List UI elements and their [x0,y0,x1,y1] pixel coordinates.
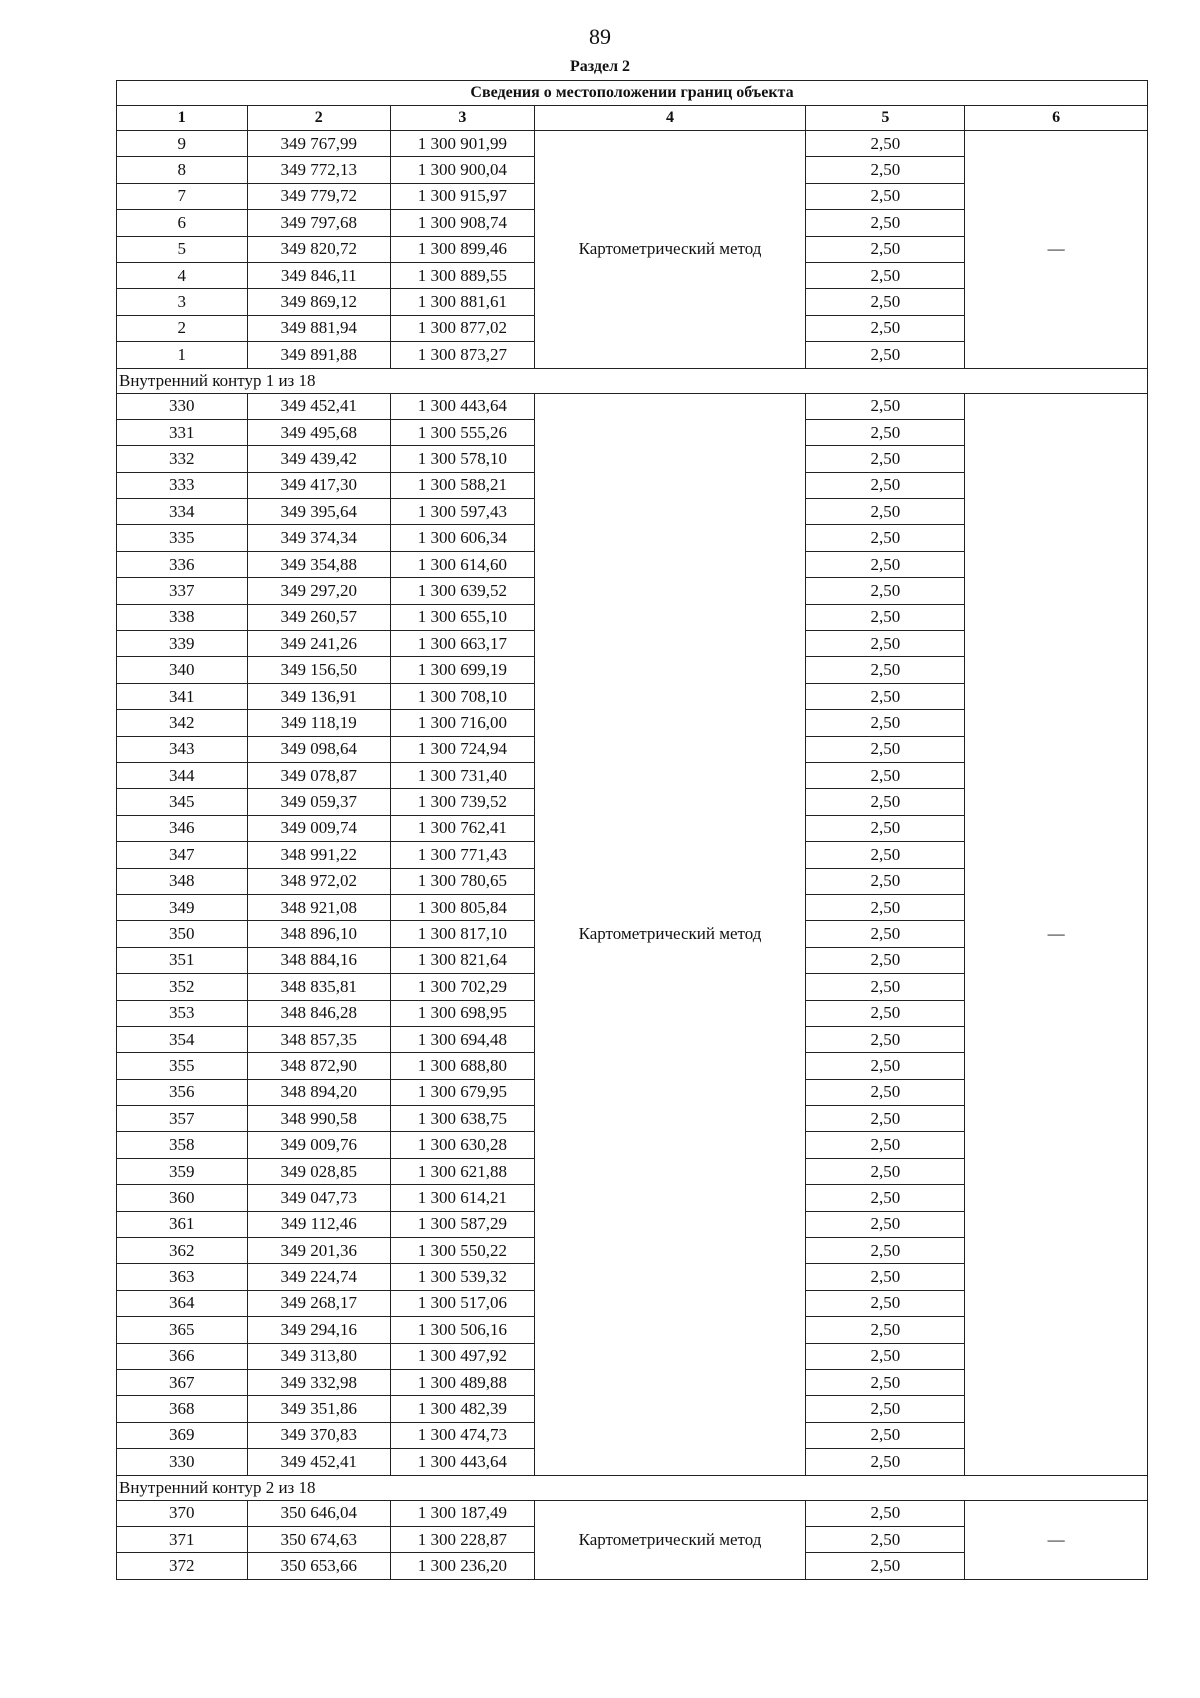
point-number-cell: 362 [117,1238,248,1264]
point-number-cell: 334 [117,499,248,525]
y-coordinate-cell: 1 300 739,52 [391,789,535,815]
x-coordinate-cell: 348 894,20 [247,1079,391,1105]
accuracy-cell: 2,50 [806,1053,965,1079]
x-coordinate-cell: 348 884,16 [247,947,391,973]
point-number-cell: 335 [117,525,248,551]
point-number-cell: 355 [117,1053,248,1079]
y-coordinate-cell: 1 300 606,34 [391,525,535,551]
x-coordinate-cell: 349 332,98 [247,1369,391,1395]
point-number-cell: 367 [117,1369,248,1395]
point-number-cell: 363 [117,1264,248,1290]
point-number-cell: 357 [117,1106,248,1132]
point-number-cell: 9 [117,131,248,157]
x-coordinate-cell: 349 452,41 [247,1449,391,1475]
x-coordinate-cell: 349 779,72 [247,183,391,209]
accuracy-cell: 2,50 [806,1369,965,1395]
y-coordinate-cell: 1 300 550,22 [391,1238,535,1264]
accuracy-cell: 2,50 [806,419,965,445]
point-number-cell: 330 [117,393,248,419]
accuracy-cell: 2,50 [806,315,965,341]
x-coordinate-cell: 348 896,10 [247,921,391,947]
y-coordinate-cell: 1 300 228,87 [391,1526,535,1552]
y-coordinate-cell: 1 300 443,64 [391,393,535,419]
point-number-cell: 5 [117,236,248,262]
point-number-cell: 351 [117,947,248,973]
point-number-cell: 8 [117,157,248,183]
accuracy-cell: 2,50 [806,525,965,551]
x-coordinate-cell: 348 872,90 [247,1053,391,1079]
y-coordinate-cell: 1 300 780,65 [391,868,535,894]
table-row [117,1500,1148,1526]
boundary-coordinates-table [116,80,1148,1580]
column-header-row [117,106,1148,131]
point-number-cell: 2 [117,315,248,341]
table-row [117,393,1148,419]
accuracy-cell: 2,50 [806,683,965,709]
accuracy-cell: 2,50 [806,393,965,419]
x-coordinate-cell: 349 078,87 [247,762,391,788]
x-coordinate-cell: 348 846,28 [247,1000,391,1026]
y-coordinate-cell: 1 300 817,10 [391,921,535,947]
y-coordinate-cell: 1 300 187,49 [391,1500,535,1526]
method-cell: Картометрический метод [534,393,806,1475]
contour-label: Внутренний контур 2 из 18 [117,1475,1148,1500]
accuracy-cell: 2,50 [806,1211,965,1237]
table-body [117,131,1148,1580]
point-number-cell: 344 [117,762,248,788]
point-number-cell: 1 [117,342,248,368]
point-number-cell: 346 [117,815,248,841]
x-coordinate-cell: 349 452,41 [247,393,391,419]
table-row [117,131,1148,157]
y-coordinate-cell: 1 300 699,19 [391,657,535,683]
contour-header-row [117,368,1148,393]
x-coordinate-cell: 349 881,94 [247,315,391,341]
y-coordinate-cell: 1 300 679,95 [391,1079,535,1105]
accuracy-cell: 2,50 [806,868,965,894]
accuracy-cell: 2,50 [806,1132,965,1158]
accuracy-cell: 2,50 [806,1264,965,1290]
point-number-cell: 369 [117,1422,248,1448]
y-coordinate-cell: 1 300 900,04 [391,157,535,183]
point-number-cell: 366 [117,1343,248,1369]
method-cell: Картометрический метод [534,1500,806,1579]
point-number-cell: 342 [117,710,248,736]
accuracy-cell: 2,50 [806,1553,965,1579]
accuracy-cell: 2,50 [806,342,965,368]
x-coordinate-cell: 349 297,20 [247,578,391,604]
point-number-cell: 349 [117,894,248,920]
y-coordinate-cell: 1 300 731,40 [391,762,535,788]
y-coordinate-cell: 1 300 688,80 [391,1053,535,1079]
point-number-cell: 371 [117,1526,248,1552]
accuracy-cell: 2,50 [806,1422,965,1448]
accuracy-cell: 2,50 [806,1500,965,1526]
point-number-cell: 4 [117,262,248,288]
y-coordinate-cell: 1 300 877,02 [391,315,535,341]
column-header-2: 2 [247,106,391,131]
point-number-cell: 364 [117,1290,248,1316]
y-coordinate-cell: 1 300 716,00 [391,710,535,736]
point-number-cell: 338 [117,604,248,630]
y-coordinate-cell: 1 300 694,48 [391,1026,535,1052]
x-coordinate-cell: 349 439,42 [247,446,391,472]
accuracy-cell: 2,50 [806,1290,965,1316]
column-6-cell: — [965,393,1148,1475]
point-number-cell: 365 [117,1317,248,1343]
y-coordinate-cell: 1 300 889,55 [391,262,535,288]
accuracy-cell: 2,50 [806,1526,965,1552]
x-coordinate-cell: 349 009,74 [247,815,391,841]
point-number-cell: 370 [117,1500,248,1526]
y-coordinate-cell: 1 300 517,06 [391,1290,535,1316]
accuracy-cell: 2,50 [806,1106,965,1132]
accuracy-cell: 2,50 [806,815,965,841]
y-coordinate-cell: 1 300 638,75 [391,1106,535,1132]
x-coordinate-cell: 350 674,63 [247,1526,391,1552]
y-coordinate-cell: 1 300 587,29 [391,1211,535,1237]
y-coordinate-cell: 1 300 908,74 [391,210,535,236]
x-coordinate-cell: 348 990,58 [247,1106,391,1132]
x-coordinate-cell: 349 772,13 [247,157,391,183]
point-number-cell: 331 [117,419,248,445]
x-coordinate-cell: 349 241,26 [247,631,391,657]
y-coordinate-cell: 1 300 578,10 [391,446,535,472]
accuracy-cell: 2,50 [806,446,965,472]
point-number-cell: 343 [117,736,248,762]
accuracy-cell: 2,50 [806,921,965,947]
x-coordinate-cell: 349 059,37 [247,789,391,815]
point-number-cell: 353 [117,1000,248,1026]
x-coordinate-cell: 349 224,74 [247,1264,391,1290]
accuracy-cell: 2,50 [806,1238,965,1264]
accuracy-cell: 2,50 [806,262,965,288]
page-number: 89 [589,24,611,49]
y-coordinate-cell: 1 300 489,88 [391,1369,535,1395]
accuracy-cell: 2,50 [806,236,965,262]
y-coordinate-cell: 1 300 655,10 [391,604,535,630]
y-coordinate-cell: 1 300 881,61 [391,289,535,315]
x-coordinate-cell: 348 835,81 [247,974,391,1000]
accuracy-cell: 2,50 [806,710,965,736]
y-coordinate-cell: 1 300 915,97 [391,183,535,209]
x-coordinate-cell: 349 820,72 [247,236,391,262]
x-coordinate-cell: 349 047,73 [247,1185,391,1211]
y-coordinate-cell: 1 300 621,88 [391,1158,535,1184]
point-number-cell: 368 [117,1396,248,1422]
y-coordinate-cell: 1 300 614,60 [391,551,535,577]
point-number-cell: 348 [117,868,248,894]
x-coordinate-cell: 349 028,85 [247,1158,391,1184]
y-coordinate-cell: 1 300 474,73 [391,1422,535,1448]
y-coordinate-cell: 1 300 539,32 [391,1264,535,1290]
point-number-cell: 330 [117,1449,248,1475]
x-coordinate-cell: 349 869,12 [247,289,391,315]
accuracy-cell: 2,50 [806,289,965,315]
y-coordinate-cell: 1 300 588,21 [391,472,535,498]
x-coordinate-cell: 348 857,35 [247,1026,391,1052]
point-number-cell: 354 [117,1026,248,1052]
accuracy-cell: 2,50 [806,1449,965,1475]
contour-header-row [117,1475,1148,1500]
y-coordinate-cell: 1 300 506,16 [391,1317,535,1343]
x-coordinate-cell: 349 767,99 [247,131,391,157]
point-number-cell: 332 [117,446,248,472]
accuracy-cell: 2,50 [806,789,965,815]
x-coordinate-cell: 349 009,76 [247,1132,391,1158]
x-coordinate-cell: 349 354,88 [247,551,391,577]
x-coordinate-cell: 349 098,64 [247,736,391,762]
y-coordinate-cell: 1 300 771,43 [391,842,535,868]
column-header-4: 4 [534,106,806,131]
column-header-1: 1 [117,106,248,131]
accuracy-cell: 2,50 [806,947,965,973]
point-number-cell: 336 [117,551,248,577]
point-number-cell: 3 [117,289,248,315]
accuracy-cell: 2,50 [806,1079,965,1105]
point-number-cell: 372 [117,1553,248,1579]
accuracy-cell: 2,50 [806,183,965,209]
column-6-cell: — [965,1500,1148,1579]
x-coordinate-cell: 349 351,86 [247,1396,391,1422]
x-coordinate-cell: 349 118,19 [247,710,391,736]
accuracy-cell: 2,50 [806,974,965,1000]
accuracy-cell: 2,50 [806,499,965,525]
accuracy-cell: 2,50 [806,762,965,788]
x-coordinate-cell: 349 156,50 [247,657,391,683]
y-coordinate-cell: 1 300 762,41 [391,815,535,841]
method-cell: Картометрический метод [534,131,806,369]
accuracy-cell: 2,50 [806,578,965,604]
accuracy-cell: 2,50 [806,157,965,183]
point-number-cell: 345 [117,789,248,815]
accuracy-cell: 2,50 [806,551,965,577]
accuracy-cell: 2,50 [806,1396,965,1422]
point-number-cell: 350 [117,921,248,947]
point-number-cell: 359 [117,1158,248,1184]
x-coordinate-cell: 349 495,68 [247,419,391,445]
x-coordinate-cell: 349 395,64 [247,499,391,525]
column-6-cell: — [965,131,1148,369]
accuracy-cell: 2,50 [806,1000,965,1026]
accuracy-cell: 2,50 [806,1343,965,1369]
x-coordinate-cell: 349 313,80 [247,1343,391,1369]
x-coordinate-cell: 349 417,30 [247,472,391,498]
y-coordinate-cell: 1 300 821,64 [391,947,535,973]
point-number-cell: 341 [117,683,248,709]
x-coordinate-cell: 348 921,08 [247,894,391,920]
y-coordinate-cell: 1 300 708,10 [391,683,535,709]
x-coordinate-cell: 349 268,17 [247,1290,391,1316]
x-coordinate-cell: 349 891,88 [247,342,391,368]
accuracy-cell: 2,50 [806,1317,965,1343]
point-number-cell: 356 [117,1079,248,1105]
accuracy-cell: 2,50 [806,472,965,498]
y-coordinate-cell: 1 300 698,95 [391,1000,535,1026]
y-coordinate-cell: 1 300 236,20 [391,1553,535,1579]
y-coordinate-cell: 1 300 639,52 [391,578,535,604]
contour-label: Внутренний контур 1 из 18 [117,368,1148,393]
point-number-cell: 6 [117,210,248,236]
y-coordinate-cell: 1 300 805,84 [391,894,535,920]
accuracy-cell: 2,50 [806,736,965,762]
y-coordinate-cell: 1 300 873,27 [391,342,535,368]
y-coordinate-cell: 1 300 482,39 [391,1396,535,1422]
point-number-cell: 337 [117,578,248,604]
table-caption: Сведения о местоположении границ объекта [117,81,1148,106]
y-coordinate-cell: 1 300 614,21 [391,1185,535,1211]
x-coordinate-cell: 349 294,16 [247,1317,391,1343]
point-number-cell: 361 [117,1211,248,1237]
column-header-3: 3 [391,106,535,131]
x-coordinate-cell: 348 991,22 [247,842,391,868]
point-number-cell: 7 [117,183,248,209]
point-number-cell: 340 [117,657,248,683]
y-coordinate-cell: 1 300 702,29 [391,974,535,1000]
x-coordinate-cell: 349 136,91 [247,683,391,709]
point-number-cell: 347 [117,842,248,868]
point-number-cell: 352 [117,974,248,1000]
accuracy-cell: 2,50 [806,631,965,657]
x-coordinate-cell: 348 972,02 [247,868,391,894]
x-coordinate-cell: 350 653,66 [247,1553,391,1579]
accuracy-cell: 2,50 [806,842,965,868]
accuracy-cell: 2,50 [806,604,965,630]
section-title: Раздел 2 [569,58,631,75]
accuracy-cell: 2,50 [806,210,965,236]
x-coordinate-cell: 350 646,04 [247,1500,391,1526]
y-coordinate-cell: 1 300 443,64 [391,1449,535,1475]
accuracy-cell: 2,50 [806,131,965,157]
column-header-5: 5 [806,106,965,131]
x-coordinate-cell: 349 201,36 [247,1238,391,1264]
y-coordinate-cell: 1 300 597,43 [391,499,535,525]
x-coordinate-cell: 349 260,57 [247,604,391,630]
accuracy-cell: 2,50 [806,894,965,920]
x-coordinate-cell: 349 846,11 [247,262,391,288]
x-coordinate-cell: 349 374,34 [247,525,391,551]
accuracy-cell: 2,50 [806,1185,965,1211]
y-coordinate-cell: 1 300 630,28 [391,1132,535,1158]
x-coordinate-cell: 349 797,68 [247,210,391,236]
accuracy-cell: 2,50 [806,1026,965,1052]
y-coordinate-cell: 1 300 555,26 [391,419,535,445]
point-number-cell: 339 [117,631,248,657]
accuracy-cell: 2,50 [806,1158,965,1184]
column-header-6: 6 [965,106,1148,131]
accuracy-cell: 2,50 [806,657,965,683]
y-coordinate-cell: 1 300 724,94 [391,736,535,762]
point-number-cell: 333 [117,472,248,498]
point-number-cell: 360 [117,1185,248,1211]
point-number-cell: 358 [117,1132,248,1158]
y-coordinate-cell: 1 300 901,99 [391,131,535,157]
y-coordinate-cell: 1 300 497,92 [391,1343,535,1369]
x-coordinate-cell: 349 370,83 [247,1422,391,1448]
x-coordinate-cell: 349 112,46 [247,1211,391,1237]
y-coordinate-cell: 1 300 899,46 [391,236,535,262]
y-coordinate-cell: 1 300 663,17 [391,631,535,657]
